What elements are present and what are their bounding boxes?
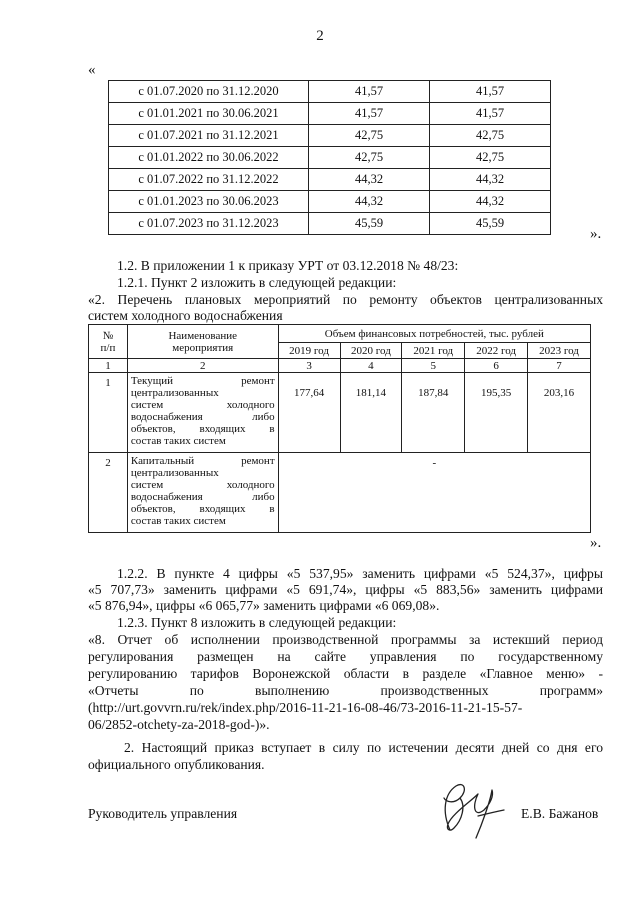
tariff-value-2-cell: 45,59 [430, 213, 551, 235]
tariff-value-2-cell: 44,32 [430, 169, 551, 191]
tariff-value-2-cell: 42,75 [430, 147, 551, 169]
tariff-period-cell: с 01.01.2022 по 30.06.2022 [109, 147, 309, 169]
tariff-value-1-cell: 41,57 [309, 81, 430, 103]
header-name [127, 325, 278, 359]
table-row [109, 125, 551, 147]
row2-name-line: Капитальный ремонт [130, 455, 275, 467]
year-2021: 2021 год [402, 343, 465, 359]
row2-name-line: централизованных [130, 467, 219, 479]
row2-value: - [278, 453, 590, 533]
row1-name-line: централизованных [130, 387, 219, 399]
tariff-value-2-cell: 42,75 [430, 125, 551, 147]
tariff-value-1-cell: 41,57 [309, 103, 430, 125]
table-row [109, 191, 551, 213]
header-volume: Объем финансовых потребностей, тыс. рублей [278, 325, 590, 343]
section-1-2-2-line2: «5 707,73» заменить цифрами «5 691,74», цифры «5 883,56» заменить цифрами [88, 582, 603, 597]
row1-value-2023: 203,16 [528, 373, 591, 453]
item8-line6: 06/2852-otchety-za-2018-god-)». [88, 717, 270, 732]
year-2019: 2019 год [278, 343, 340, 359]
col-number-6: 6 [465, 359, 528, 373]
header-name-line1: Наименование [168, 329, 238, 342]
table-row [89, 453, 591, 533]
year-2020: 2020 год [340, 343, 402, 359]
header-name-line2: мероприятия [172, 341, 234, 354]
table-row [109, 169, 551, 191]
tariff-value-1-cell: 44,32 [309, 191, 430, 213]
year-2023: 2023 год [528, 343, 591, 359]
col-number-7: 7 [528, 359, 591, 373]
tariff-value-1-cell: 42,75 [309, 125, 430, 147]
row1-value-2019: 177,64 [278, 373, 340, 453]
col-number-2: 2 [127, 359, 278, 373]
signatory-position: Руководитель управления [88, 806, 238, 821]
table-row [109, 147, 551, 169]
row1-name [127, 373, 278, 453]
col-number-1: 1 [89, 359, 128, 373]
row2-number: 2 [89, 453, 128, 533]
section-2-line2: официального опубликования. [88, 757, 265, 772]
table-row [109, 81, 551, 103]
table-row [89, 373, 591, 453]
tariff-period-cell: с 01.01.2021 по 30.06.2021 [109, 103, 309, 125]
header-number-line2: п/п [100, 341, 116, 354]
opening-quote: « [88, 62, 96, 78]
tariff-value-2-cell: 41,57 [430, 103, 551, 125]
col-number-5: 5 [402, 359, 465, 373]
row2-name-line: объектов, входящих в [130, 503, 275, 515]
item8-line3: регулированию тарифов Воронежской области в разделе «Главное меню» - [88, 666, 603, 681]
tariff-value-1-cell: 42,75 [309, 147, 430, 169]
tariff-value-1-cell: 44,32 [309, 169, 430, 191]
row1-number: 1 [89, 373, 128, 453]
item8-line5: (http://urt.govvrn.ru/rek/index.php/2016-11-21-16-08-46/73-2016-11-21-15-57- [88, 700, 523, 715]
plan-table [88, 324, 591, 533]
col-number-4: 4 [340, 359, 402, 373]
page-number: 2 [316, 28, 324, 44]
row1-name-line: состав таких систем [130, 435, 226, 447]
col-number-3: 3 [278, 359, 340, 373]
handwritten-signature [432, 772, 512, 842]
item8-line4: «Отчеты по выполнению производственных программ» [88, 683, 603, 698]
tariff-value-2-cell: 41,57 [430, 81, 551, 103]
section-1-2: 1.2. В приложении 1 к приказу УРТ от 03.12.2018 № 48/23: [117, 258, 459, 273]
row1-name-line: водоснабжения либо [130, 411, 275, 423]
tariff-period-cell: с 01.07.2021 по 31.12.2021 [109, 125, 309, 147]
row2-name-line: систем холодного [130, 479, 275, 491]
section-1-2-2-line3: «5 876,94», цифры «6 065,77» заменить цифрами «6 069,08». [88, 598, 440, 613]
tariff-period-cell: с 01.07.2020 по 31.12.2020 [109, 81, 309, 103]
year-2022: 2022 год [465, 343, 528, 359]
row1-value-2020: 181,14 [340, 373, 402, 453]
table-row [109, 103, 551, 125]
tariff-period-cell: с 01.01.2023 по 30.06.2023 [109, 191, 309, 213]
item2-heading-line2: систем холодного водоснабжения [88, 308, 283, 323]
table-row [109, 213, 551, 235]
closing-quote: ». [590, 226, 602, 242]
table2-closing-quote: ». [590, 535, 602, 551]
row1-name-line: систем холодного [130, 399, 275, 411]
row1-value-2022: 195,35 [465, 373, 528, 453]
signatory-name: Е.В. Бажанов [521, 806, 599, 821]
row2-name [127, 453, 278, 533]
item8-line2: регулирования размещен на сайте управления по государственному [88, 649, 603, 664]
section-1-2-3: 1.2.3. Пункт 8 изложить в следующей редакции: [117, 615, 397, 630]
section-1-2-2-line1: 1.2.2. В пункте 4 цифры «5 537,95» заменить цифрами «5 524,37», цифры [117, 566, 603, 581]
row1-value-2021: 187,84 [402, 373, 465, 453]
item8-line1: «8. Отчет об исполнении производственной программы за истекший период [88, 632, 603, 647]
header-number-line1: № [102, 329, 114, 342]
row1-name-line: объектов, входящих в [130, 423, 275, 435]
header-number [89, 325, 128, 359]
tariff-period-cell: с 01.07.2023 по 31.12.2023 [109, 213, 309, 235]
tariff-period-cell: с 01.07.2022 по 31.12.2022 [109, 169, 309, 191]
tariff-table-body [109, 81, 551, 235]
tariff-value-1-cell: 45,59 [309, 213, 430, 235]
tariff-table [108, 80, 551, 235]
section-1-2-1: 1.2.1. Пункт 2 изложить в следующей редакции: [117, 275, 397, 290]
section-2-line1: 2. Настоящий приказ вступает в силу по истечении десяти дней со дня его [124, 740, 603, 755]
row2-name-line: состав таких систем [130, 515, 226, 527]
item2-heading-line1: «2. Перечень плановых мероприятий по ремонту объектов централизованных [88, 292, 603, 307]
row2-name-line: водоснабжения либо [130, 491, 275, 503]
tariff-value-2-cell: 44,32 [430, 191, 551, 213]
row1-name-line: Текущий ремонт [130, 375, 275, 387]
